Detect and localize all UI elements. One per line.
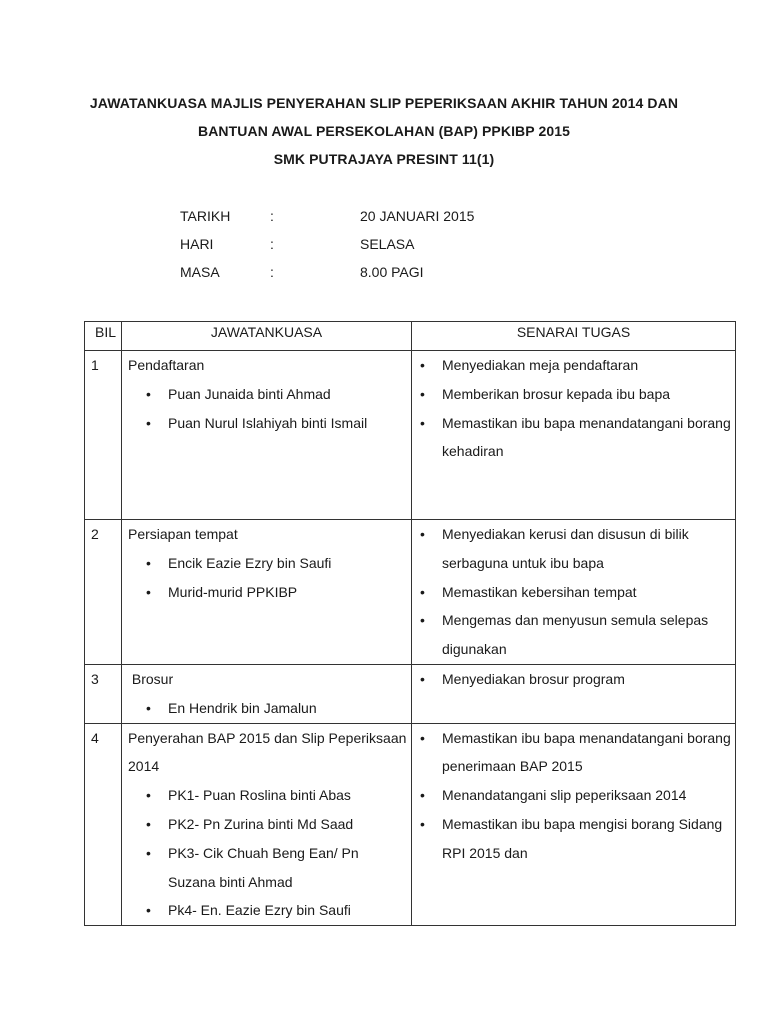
task-item: • Memberikan brosur kepada ibu bapa	[442, 380, 731, 409]
committee-title: Penyerahan BAP 2015 dan Slip Peperiksaan 2014	[128, 729, 407, 775]
committee-cell	[122, 520, 412, 665]
task-list	[416, 665, 731, 694]
meta-colon: :	[270, 264, 274, 280]
member-list	[126, 549, 407, 607]
meta-value: 20 JANUARI 2015	[360, 208, 475, 224]
meta-value: SELASA	[360, 236, 415, 252]
member-item: • PK1- Puan Roslina binti Abas	[168, 781, 407, 810]
meta-label: MASA	[180, 264, 220, 280]
task-item: • Menandatangani slip peperiksaan 2014	[442, 781, 731, 810]
member-item: • Puan Junaida binti Ahmad	[168, 380, 407, 409]
meta-colon: :	[270, 208, 274, 224]
task-list	[416, 520, 731, 664]
task-item: • Mengemas dan menyusun semula selepas digunakan	[442, 606, 731, 664]
heading-line-2: BANTUAN AWAL PERSEKOLAHAN (BAP) PPKIBP 2015	[198, 123, 570, 139]
table-header-row	[85, 322, 736, 351]
heading-line-3: SMK PUTRAJAYA PRESINT 11(1)	[273, 151, 495, 167]
committee-table	[84, 321, 736, 926]
committee-cell	[122, 351, 412, 520]
member-list	[126, 781, 407, 925]
table-row	[85, 520, 736, 665]
committee-title: Pendaftaran	[128, 357, 205, 373]
member-item: • Murid-murid PPKIBP	[168, 578, 407, 607]
committee-cell	[122, 723, 412, 926]
member-item: • PK3- Cik Chuah Beng Ean/ Pn Suzana binti Ahmad	[168, 839, 407, 897]
row-number: 3	[85, 664, 122, 723]
tasks-cell	[412, 664, 736, 723]
member-item: • Puan Nurul Islahiyah binti Ismail	[168, 409, 407, 438]
row-number: 1	[85, 351, 122, 520]
tasks-cell	[412, 520, 736, 665]
task-list	[416, 724, 731, 868]
member-item: • Pk4- En. Eazie Ezry bin Saufi	[168, 896, 407, 925]
meta-value: 8.00 PAGI	[360, 264, 424, 280]
row-number: 2	[85, 520, 122, 665]
member-list	[126, 694, 407, 723]
committee-title: Brosur	[128, 670, 174, 687]
member-item: • En Hendrik bin Jamalun	[168, 694, 407, 723]
member-list	[126, 380, 407, 438]
table-row	[85, 351, 736, 520]
table-row	[85, 723, 736, 926]
heading-line-1: JAWATANKUASA MAJLIS PENYERAHAN SLIP PEPERIKSAAN AKHIR TAHUN 2014 DAN	[89, 95, 679, 111]
meta-label: HARI	[180, 236, 214, 252]
header-tasks: SENARAI TUGAS	[412, 322, 736, 351]
tasks-cell	[412, 723, 736, 926]
header-committee: JAWATANKUASA	[122, 322, 412, 351]
task-item: • Menyediakan meja pendaftaran	[442, 351, 731, 380]
committee-cell	[122, 664, 412, 723]
task-item: • Memastikan ibu bapa menandatangani borang kehadiran	[442, 409, 731, 467]
committee-title: Persiapan tempat	[128, 526, 238, 542]
meta-colon: :	[270, 236, 274, 252]
task-item: • Menyediakan kerusi dan disusun di bilik serbaguna untuk ibu bapa	[442, 520, 731, 578]
meta-label: TARIKH	[180, 208, 231, 224]
row-number: 4	[85, 723, 122, 926]
task-item: • Memastikan ibu bapa mengisi borang Sidang RPI 2015 dan	[442, 810, 731, 868]
header-bil: BIL	[85, 322, 122, 351]
task-item: • Memastikan kebersihan tempat	[442, 578, 731, 607]
task-item: • Menyediakan brosur program	[442, 665, 731, 694]
member-item: • PK2- Pn Zurina binti Md Saad	[168, 810, 407, 839]
table-row	[85, 664, 736, 723]
task-item: • Memastikan ibu bapa menandatangani borang penerimaan BAP 2015	[442, 724, 731, 782]
task-list	[416, 351, 731, 466]
tasks-cell	[412, 351, 736, 520]
member-item: • Encik Eazie Ezry bin Saufi	[168, 549, 407, 578]
